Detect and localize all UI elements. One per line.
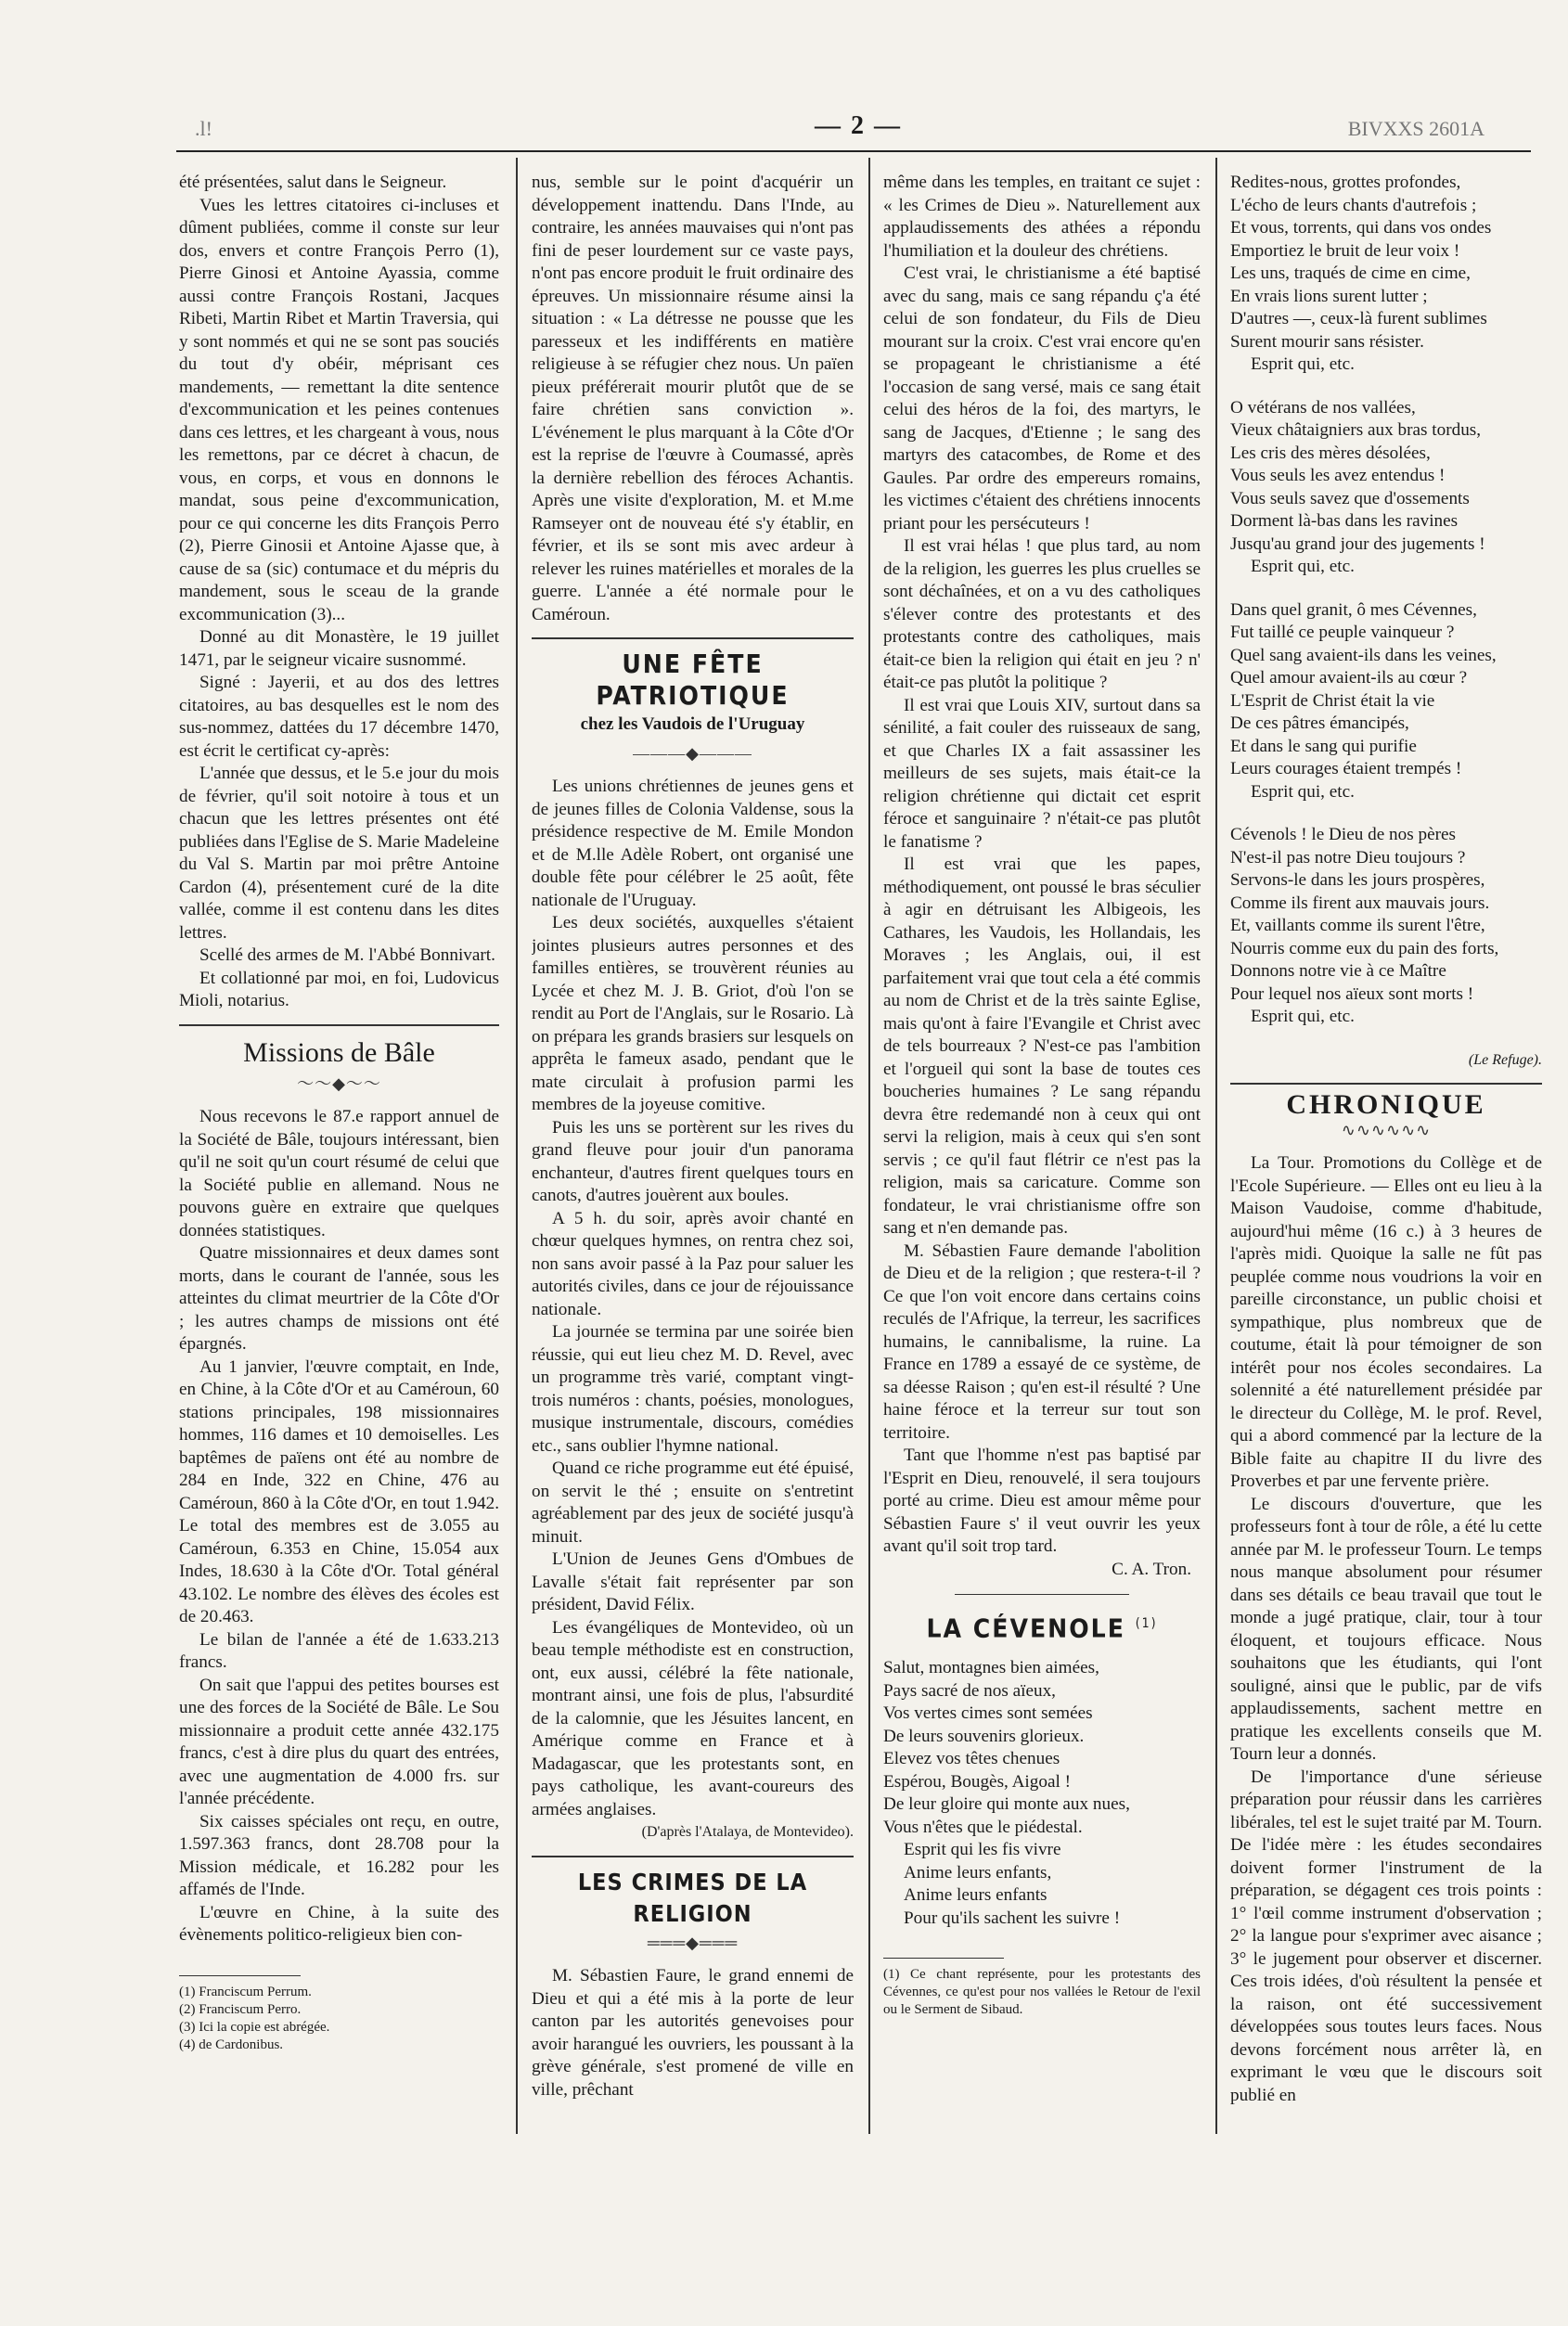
paragraph: L'œuvre en Chine, à la suite des évènements politico-religieux bien con- xyxy=(179,1902,499,1945)
verse-line: Esprit qui, etc. xyxy=(1251,781,1355,802)
stanza xyxy=(1230,824,1542,1029)
paragraph: Il est vrai hélas ! que plus tard, au nom de la religion, les guerres les plus cruelles se sont déchaînées, et on a vu des catholiques s'élever contre des protestants et des protestants contre des catholiques, mais était-ce bien la religion qui était en jeu ? n' était-ce pas plutôt la politique ? xyxy=(883,536,1201,692)
verse-line: O vétérans de nos vallées, xyxy=(1230,397,1416,418)
verse-line: N'est-il pas notre Dieu toujours ? xyxy=(1230,847,1466,867)
verse-line: Nourris comme eux du pain des forts, xyxy=(1230,938,1499,958)
column-4 xyxy=(1230,172,1542,2157)
verse-line: Vos vertes cimes sont semées xyxy=(883,1703,1093,1724)
footnote: (2) Franciscum Perro. xyxy=(179,2001,302,2017)
ornament-icon: ～～◆～～ xyxy=(297,1073,381,1093)
paragraph: M. Sébastien Faure, le grand ennemi de Dieu et qui a été mis à la porte de leur canton par les autorités genevoises pour avoir harangué les ouvriers, les poussant à la grève générale, s'est promené de ville en ville, prêchant xyxy=(532,1966,854,2100)
paragraph: Il est vrai que Louis XIV, surtout dans sa sénilité, a fait couler des ruisseaux de sang, et que Charles IX a fait assassiner les meilleurs de ses sujets, mais était-ce la religion chrétienne qui dictait cet esprit féroce et sanguinaire ? n'était-ce pas plutôt le fanatisme ? xyxy=(883,695,1201,852)
verse-line: Les cris des mères désolées, xyxy=(1230,443,1431,463)
verse-line: Quel amour avaient-ils au cœur ? xyxy=(1230,668,1468,688)
verse-line: Et dans le sang qui purifie xyxy=(1230,736,1417,756)
ornament-icon: ———◆——— xyxy=(633,743,752,763)
verse-line: Fut taillé ce peuple vainqueur ? xyxy=(1230,623,1455,642)
verse-line: Cévenols ! le Dieu de nos pères xyxy=(1230,825,1456,844)
verse-line: Redites-nous, grottes profondes, xyxy=(1230,173,1461,192)
verse-line: Salut, montagnes bien aimées, xyxy=(883,1658,1099,1678)
source-note: (Le Refuge). xyxy=(1468,1051,1542,1068)
verse-line: De ces pâtres émancipés, xyxy=(1230,713,1409,733)
paragraph: L'année que dessus, et le 5.e jour du mois de février, qu'il soit notoire à tous et un chacun que les lettres présentes ont été publiées dans l'Eglise de S. Marie Madeleine du Val S. Martin par moi prêtre Antoine Cardon (4), présentement curé de la dite vallée, comme il est contenu dans les dites lettres. xyxy=(179,764,499,943)
verse-line: Emportiez le bruit de leur voix ! xyxy=(1230,240,1460,261)
paragraph: On sait que l'appui des petites bourses est une des forces de la Société de Bâle. Le Sou missionnaire a produit cette année 432.175 francs, c'est à dire plus du quart des entrées, avec une augmentation de 4.000 frs. sur l'année précédente. xyxy=(179,1675,499,1808)
column-1 xyxy=(179,172,499,2157)
stanza xyxy=(1230,397,1542,579)
verse-line: Pour lequel nos aïeux sont morts ! xyxy=(1230,983,1474,1004)
paragraph: Vues les lettres citatoires ci-incluses et dûment publiées, comme il conste sur leur dos, envers et contre François Perro (1), Pierre Ginosi et Antoine Ayassia, comme aussi contre François Rostani, Jacques Ribeti, Martin Ribet et Martin Traversia, qui y sont nommés et qui ne se sont pas souciés du tout d'y obéir, méprisant ces mandements, — remettant la dite sentence d'excommunication et les peines contenues dans ces lettres, et les chargeant à vous, nous les remettons, par ce décret à chacun, de vous, en corps, et vous en donnons le mandat, sous peine d'excommunication, pour ce qui concerne les dits François Perro (2), Pierre Ginosii et Antoine Ajasse que, à cause de sa (sic) contumace et du mépris du mandement, sous le sceau de la grande excommunication (3)... xyxy=(179,195,499,624)
verse-line: Dans quel granit, ô mes Cévennes, xyxy=(1230,599,1477,620)
paragraph: Quatre missionnaires et deux dames sont morts, dans le courant de l'année, sous les atteintes du climat meurtrier de la Côte d'Or ; les autres champs de missions ont été épargnés. xyxy=(179,1243,499,1354)
verse-line: Vous n'êtes que le piédestal. xyxy=(883,1817,1083,1837)
verse-line: Servons-le dans les jours prospères, xyxy=(1230,870,1485,890)
paragraph: C'est vrai, le christianisme a été baptisé avec du sang, mais ce sang répandu ç'a été celui de son fondateur, du Fils de Dieu mourant sur la croix. C'est vrai encore qu'en se propageant le christianisme a été l'occasion de sang versé, mais ce sang était celui des héros de la foi, des martyrs, le sang de Jacques, d'Etienne ; le sang des martyrs des catacombes, de Rome et des Gaules. Par ordre des empereurs romains, les victimes c'étaient des chrétiens innocents priant pour les persécuteurs ! xyxy=(883,263,1201,533)
paragraph: Le bilan de l'année a été de 1.633.213 francs. xyxy=(179,1629,499,1672)
paragraph: Il est vrai que les papes, méthodiquement, ont poussé le bras séculier à agir en détruisant les Albigeois, les Cathares, les Vaudois, les Hollandais, les Moraves ; les Anglais, oui, il est parfaitement vrai que tout cela a été commis au nom de Christ et de la très sainte Eglise, mais qu'ont à faire l'Evangile et Christ avec de tels bourreaux ? N'est-ce pas l'ambition et l'orgueil qui sont la base de toutes ces boucheries humaines ? Le sang répandu devra être redemandé non à ceux qui ont servi la religion, mais à ceux qui s'en sont servis ; ce qu'il faut flétrir ce n'est pas la religion, mais sa caricature. Comme son fondateur, le vrai christianisme offre son sang et n'en demande pas. xyxy=(883,855,1201,1238)
verse-line: Jusqu'au grand jour des jugements ! xyxy=(1230,533,1485,554)
paragraph: Six caisses spéciales ont reçu, en outre, 1.597.363 francs, dont 28.708 pour la Mission médicale, et 16.282 pour les affamés de l'Inde. xyxy=(179,1811,499,1899)
section-rule xyxy=(1230,1083,1542,1085)
signature: C. A. Tron. xyxy=(1112,1559,1191,1579)
verse-line: Esprit qui, etc. xyxy=(1251,1007,1355,1026)
column-2 xyxy=(532,172,854,2157)
paragraph: De l'importance d'une sérieuse préparation pour réussir dans les carrières libérales, tel est le sujet traité par M. Tourn. De l'idée mère : les études secondaires doivent former l'instrument de la préparation, se dégagent ces trois points : 1° l'œil comme instrument d'observation ; 2° la langue pour s'exprimer avec aisance ; 3° le jugement pour observer et discerner. Ces trois idées, d'où résultent la pensée et la raison, ont été successivement développées sous toutes leurs faces. Nous devons forcément nous arrêter là, en exprimant le vœu que le discours soit publié en xyxy=(1230,1767,1542,2105)
verse-line: Pour qu'ils sachent les suivre ! xyxy=(904,1908,1121,1928)
paragraph: La Tour. Promotions du Collège et de l'Ecole Supérieure. — Elles ont eu lieu à la Maison Vaudoise, comme d'habitude, aujourd'hui même (16 c.) à 3 heures de l'après midi. Quoique la salle ne fût pas peuplée comme nous voudrions la voir en pareille circonstance, un public choisi et sympathique, plus nombreux que de coutume, était là pour témoigner de son intérêt pour nos écoles secondaires. La solennité a été naturellement présidée par le directeur du Collège, M. le prof. Revel, qui a abord commencé par la lecture de la Bible faite au chapitre II du livre des Proverbes et par une fervente prière. xyxy=(1230,1153,1542,1491)
verse-line: De leurs souvenirs glorieux. xyxy=(883,1726,1085,1746)
verse-line: Donnons notre vie à ce Maître xyxy=(1230,961,1446,981)
verse-line: Dorment là-bas dans les ravines xyxy=(1230,511,1459,531)
paragraph: Et collationné par moi, en foi, Ludovicus Mioli, notarius. xyxy=(179,968,499,1010)
page-edge-bleed xyxy=(1544,167,1561,2115)
footnote-rule xyxy=(883,1958,1004,1959)
paragraph: Signé : Jayerii, et au dos des lettres citatoires, au bas desquelles est le nom des sus-nommez, dattées du 17 décembre 1470, est écrit le certificat cy-après: xyxy=(179,673,499,761)
footnote-rule xyxy=(179,1975,301,1976)
paragraph: Donné au dit Monastère, le 19 juillet 1471, par le seigneur vicaire susnommé. xyxy=(179,627,499,670)
stanza xyxy=(1230,172,1542,377)
ornament-icon: ∿∿∿∿∿∿ xyxy=(1341,1120,1432,1139)
column-divider xyxy=(1215,158,1217,2134)
verse-line: Et vous, torrents, qui dans vos ondes xyxy=(1230,218,1492,238)
column-3 xyxy=(883,172,1201,2157)
section-rule xyxy=(532,637,854,639)
section-title-chronique: CHRONIQUE xyxy=(1286,1089,1486,1120)
verse-line: Esprit qui, etc. xyxy=(1251,354,1355,374)
paragraph: La journée se termina par une soirée bien réussie, qui eut lieu chez M. D. Revel, avec un programme très varié, comptant vingt-trois numéros : chants, poésies, monologues, musique instrumentale, discours, comédies etc., sans oublier l'hymne national. xyxy=(532,1322,854,1456)
poem xyxy=(883,1657,1201,1930)
verse-line: Leurs courages étaient trempés ! xyxy=(1230,759,1462,778)
paragraph: Au 1 janvier, l'œuvre comptait, en Inde, en Chine, à la Côte d'Or et au Caméroun, 60 stations principales, 198 missionnaires hommes, 116 dames et 10 demoiselles. Les baptêmes de païens ont été au nombre de 284 en Inde, 322 en Chine, 476 au Caméroun, 860 à la Côte d'Or, en tout 1.942. Le total des membres est de 3.055 au Caméroun, 6.353 en Chine, 15.054 aux Indes, 18.630 à la Côte d'Or. Total général 43.102. Le nombre des élèves des écoles est de 20.463. xyxy=(179,1356,499,1626)
verse-line: Pays sacré de nos aïeux, xyxy=(883,1680,1056,1701)
verse-line: En vrais lions surent lutter ; xyxy=(1230,286,1428,306)
section-title-fete: UNE FÊTE PATRIOTIQUE xyxy=(596,649,790,711)
poem-continued xyxy=(1230,172,1542,1029)
section-title-missions: Missions de Bâle xyxy=(243,1036,435,1068)
source-note: (D'après l'Atalaya, de Montevideo). xyxy=(641,1824,854,1840)
verse-line: Elevez vos têtes chenues xyxy=(883,1749,1060,1769)
section-subtitle-fete: chez les Vaudois de l'Uruguay xyxy=(580,714,805,734)
section-rule xyxy=(179,1024,499,1026)
verse-line: De leur gloire qui monte aux nues, xyxy=(883,1794,1130,1815)
paragraph: A 5 h. du soir, après avoir chanté en chœur quelques hymnes, on rentra chez soi, non sans avoir passé à la Paz pour saluer les autorités civiles, dans ce jour de réjouissance nationale. xyxy=(532,1208,854,1319)
verse-line: Les uns, traqués de cime en cime, xyxy=(1230,263,1471,283)
paragraph: Quand ce riche programme eut été épuisé, on servit le thé ; ensuite on s'entretint agréablement par des jeux de société jusqu'à minuit. xyxy=(532,1459,854,1547)
verse-line: Esprit qui, etc. xyxy=(1251,557,1355,576)
verse-line: Anime leurs enfants xyxy=(904,1885,1047,1906)
verse-line: Vieux châtaigniers aux bras tordus, xyxy=(1230,420,1482,440)
column-divider xyxy=(516,158,518,2134)
verse-line: L'Esprit de Christ était la vie xyxy=(1230,690,1435,711)
paragraph: Les deux sociétés, auxquelles s'étaient jointes plusieurs autres personnes et des familles entières, se trouvèrent réunies au Lycée et chez M. J. B. Griot, d'où l'on se rendit au Port de l'Anglais, sur le Rosario. Là on prépara les grands brasiers sur lesquels on apprêta le fameux asado, pendant que le mate circulait à profusion parmi les membres de la joyeuse comitive. xyxy=(532,913,854,1114)
verse-line: Quel sang avaient-ils dans les veines, xyxy=(1230,645,1497,665)
verse-line: L'écho de leurs chants d'autrefois ; xyxy=(1230,195,1477,215)
verse-line: Vous seuls les avez entendus ! xyxy=(1230,466,1446,485)
paragraph: L'Union de Jeunes Gens d'Ombues de Lavalle s'était fait représenter par son président, David Félix. xyxy=(532,1549,854,1614)
verse-line: Comme ils firent aux mauvais jours. xyxy=(1230,893,1490,913)
footnote: (3) Ici la copie est abrégée. xyxy=(179,2019,330,2035)
paragraph: Les évangéliques de Montevideo, où un beau temple méthodiste est en construction, ont, eux aussi, célébré la fête nationale, montrant ainsi, une fois de plus, l'absurdité de la calomnie, que les Jésuites lancent, en Amérique comme en France et à Madagascar, que les protestants sont, en pays catholique, les avant-coureurs des armées anglaises. xyxy=(532,1617,854,1819)
paragraph: Le discours d'ouverture, que les professeurs font à tour de rôle, a été lu cette année par M. le professeur Tourn. Le temps nous manque absolument pour résumer dans ses détails ce beau travail que tout le monde a jugé pratique, clair, tour à tour éloquent, et toujours efficace. Nous souhaitons que les étudiants, qui l'ont souligné, ainsi que le public, par de vifs applaudissements, sachent mettre en pratique les excellents conseils que M. Tourn leur a donnés. xyxy=(1230,1494,1542,1764)
section-rule xyxy=(532,1856,854,1857)
stanza xyxy=(883,1657,1201,1930)
verse-line: D'autres —, ceux-là furent sublimes xyxy=(1230,309,1487,328)
paragraph: Scellé des armes de M. l'Abbé Bonnivart. xyxy=(199,945,495,965)
page-number: — 2 — xyxy=(815,111,902,140)
verse-line: Esprit qui les fis vivre xyxy=(904,1840,1061,1860)
header-rule xyxy=(176,150,1531,152)
footnote: (1) Ce chant représente, pour les protestants des Cévennes, ce qu'est pour nos vallées le Retour de l'exil ou le Serment de Sibaud. xyxy=(883,1967,1201,2018)
paragraph: nus, semble sur le point d'acquérir un développement inattendu. Dans l'Inde, au contraire, les années mauvaises qui n'ont pas fini de peser lourdement sur ce vaste pays, n'ont pas encore produit le fruit ordinaire des épreuves. Un missionnaire résume ainsi la situation : « La détresse ne pousse que les paresseux et les indifférents en matière religieuse à se réfugier chez nous. Un païen pieux préférerait mourir plutôt que de se faire chrétien sans conviction ». L'événement le plus marquant à la Côte d'Or est la reprise de l'œuvre à Coumassé, après la dernière rebellion des féroces Achantis. Après une visite d'exploration, M. et M.me Ramseyer ont de nouveau été s'y établir, en février, et ils se sont mis avec ardeur à relever les ruines matérielles et morales de la guerre. L'année a été normale pour le Caméroun. xyxy=(532,173,854,624)
ornament-icon: ═══◆═══ xyxy=(647,1933,739,1952)
stanza xyxy=(1230,599,1542,804)
verse-line: Surent mourir sans résister. xyxy=(1230,331,1424,352)
paragraph: même dans les temples, en traitant ce sujet : « les Crimes de Dieu ». Naturellement aux applaudissements des athées a répondu l'humiliation et la douleur des chrétiens. xyxy=(883,173,1201,261)
page-header xyxy=(176,111,1540,148)
footnote: (4) de Cardonibus. xyxy=(179,2037,284,2052)
verse-line: Espérou, Bougès, Aigoal ! xyxy=(883,1771,1071,1792)
paragraph: Nous recevons le 87.e rapport annuel de la Société de Bâle, toujours intéressant, bien qu'il ne soit qu'un court résumé de celui que la Société publie en allemand. Nous ne pouvons guère en extraire que quelques données statistiques. xyxy=(179,1107,499,1240)
section-title-crimes: LES CRIMES DE LA RELIGION xyxy=(577,1868,808,1927)
verse-line: Anime leurs enfants, xyxy=(904,1862,1052,1883)
paragraph: Les unions chrétiennes de jeunes gens et de jeunes filles de Colonia Valdense, sous la présidence respective de M. Emile Mondon et de M.lle Adèle Robert, ont organisé une double fête pour célébrer le 25 août, fête nationale de l'Uruguay. xyxy=(532,777,854,910)
footnote: (1) Franciscum Perrum. xyxy=(179,1984,312,1999)
section-rule xyxy=(955,1594,1129,1595)
verse-line: Vous seuls savez que d'ossements xyxy=(1230,488,1470,508)
paragraph: Tant que l'homme n'est pas baptisé par l'Esprit en Dieu, renouvelé, il sera toujours porté au crime. Dieu est amour même pour Sébastien Faure s' il veut ouvrir les yeux avant qu'il soit trop tard. xyxy=(883,1446,1201,1556)
paragraph: été présentées, salut dans le Seigneur. xyxy=(179,173,447,192)
header-left-mark: .l! xyxy=(195,117,212,140)
verse-line: Et, vaillants comme ils surent l'être, xyxy=(1230,916,1485,935)
paragraph: M. Sébastien Faure demande l'abolition de Dieu et de la religion ; que restera-t-il ? Ce que l'on voit encore dans certains coins reculés de l'Afrique, la terreur, les sacrifices humains, le cannibalisme, la ruine. La France en 1789 a essayé de ce système, de sa déesse Raison ; qu'en est-il résulté ? Une haine féroce et la terreur sur tout son territoire. xyxy=(883,1240,1201,1443)
column-divider xyxy=(868,158,870,2134)
paragraph: Puis les uns se portèrent sur les rives du grand fleuve pour jouir d'un panorama enchanteur, d'autres firent quelques tours en canots, d'autres jouèrent aux boules. xyxy=(532,1117,854,1205)
section-title-cevenole: LA CÉVENOLE $^{(1)}$ xyxy=(926,1613,1158,1644)
header-right-mark: BIVXXS 2601A xyxy=(1347,117,1484,140)
